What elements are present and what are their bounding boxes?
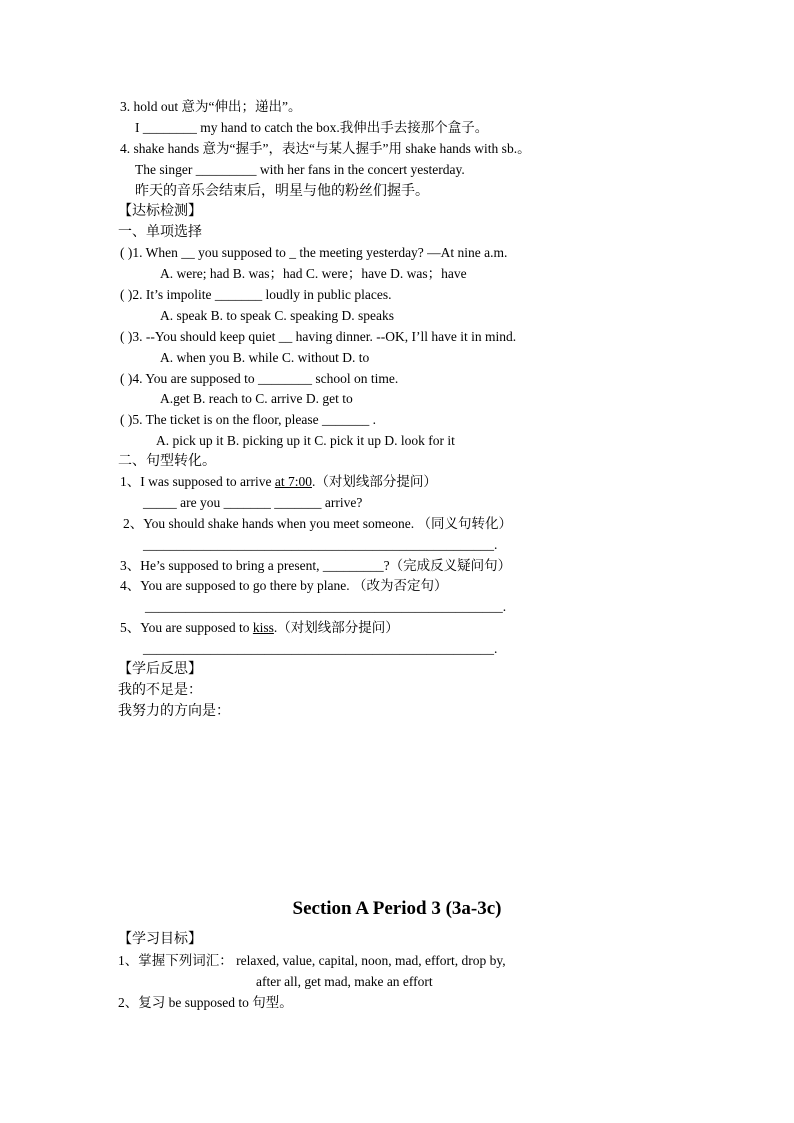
question-3-options: A. when you B. while C. without D. to (160, 350, 370, 365)
reflection-line-2: 我努力的方向是： (118, 703, 230, 719)
reflection-header: 【学后反思】 (118, 661, 202, 677)
transform-5-underlined: kiss (252, 620, 274, 635)
item3-heading: 3. hold out 意为“伸出；递出”。 (120, 99, 302, 114)
transform-3: 3、He’s supposed to bring a present, _________?（完成反义疑问句） (120, 558, 512, 573)
item4-example-en: The singer _________ with her fans in the concert yesterday. (135, 162, 465, 177)
transform-4-answer-line: _____________________________________________________. (145, 599, 507, 614)
goal-1: 1、掌握下列词汇： relaxed, value, capital, noon, mad, effort, drop by, (118, 953, 506, 968)
question-4-options: A.get B. reach to C. arrive D. get to (160, 391, 353, 406)
question-2-options: A. speak B. to speak C. speaking D. speaks (160, 308, 394, 323)
question-5: ( )5. The ticket is on the floor, please _______ . (120, 412, 377, 427)
transform-5-answer-line: ____________________________________________________. (143, 641, 498, 656)
transform-5-pre: 5、You are supposed to (120, 620, 253, 635)
transform-5-post: .（对划线部分提问） (273, 620, 399, 635)
item4-example-cn: 昨天的音乐会结束后，明星与他的粉丝们握手。 (135, 183, 429, 199)
goal-2: 2、复习 be supposed to 句型。 (118, 995, 293, 1010)
question-5-options: A. pick up it B. picking up it C. pick it up D. look for it (156, 433, 455, 448)
question-2: ( )2. It’s impolite _______ loudly in public places. (120, 287, 392, 302)
transform-1 (120, 473, 437, 491)
transform-5 (120, 619, 399, 637)
transform-1-underlined: at 7:00 (274, 474, 312, 489)
transform-1-pre: 1、I was supposed to arrive (120, 474, 275, 489)
transform-1-answer-line: _____ are you _______ _______ arrive? (143, 495, 363, 510)
part1-title: 一、单项选择 (118, 224, 202, 240)
transform-2-answer-line: ____________________________________________________. (143, 537, 498, 552)
item3-example: I ________ my hand to catch the box.我伸出手去接那个盒子。 (135, 120, 489, 135)
transform-2: 2、You should shake hands when you meet someone. （同义句转化） (123, 516, 512, 531)
question-3: ( )3. --You should keep quiet __ having dinner. --OK, I’ll have it in mind. (120, 329, 517, 344)
transform-1-post: .（对划线部分提问） (311, 474, 437, 489)
goal-1-continued: after all, get mad, make an effort (256, 974, 433, 989)
part2-title: 二、句型转化。 (118, 453, 216, 469)
section-title: Section A Period 3 (3a-3c) (292, 898, 502, 919)
check-header: 【达标检测】 (118, 203, 202, 219)
question-4: ( )4. You are supposed to ________ school on time. (120, 371, 399, 386)
question-1-options: A. were; had B. was；had C. were；have D. was；have (160, 266, 467, 281)
question-1: ( )1. When __ you supposed to _ the meeting yesterday? —At nine a.m. (120, 245, 508, 260)
goals-header: 【学习目标】 (118, 931, 202, 947)
item4-heading: 4. shake hands 意为“握手”，表达“与某人握手”用 shake hands with sb.。 (120, 141, 531, 156)
transform-4: 4、You are supposed to go there by plane. （改为否定句） (120, 578, 448, 593)
reflection-line-1: 我的不足是： (118, 682, 202, 698)
